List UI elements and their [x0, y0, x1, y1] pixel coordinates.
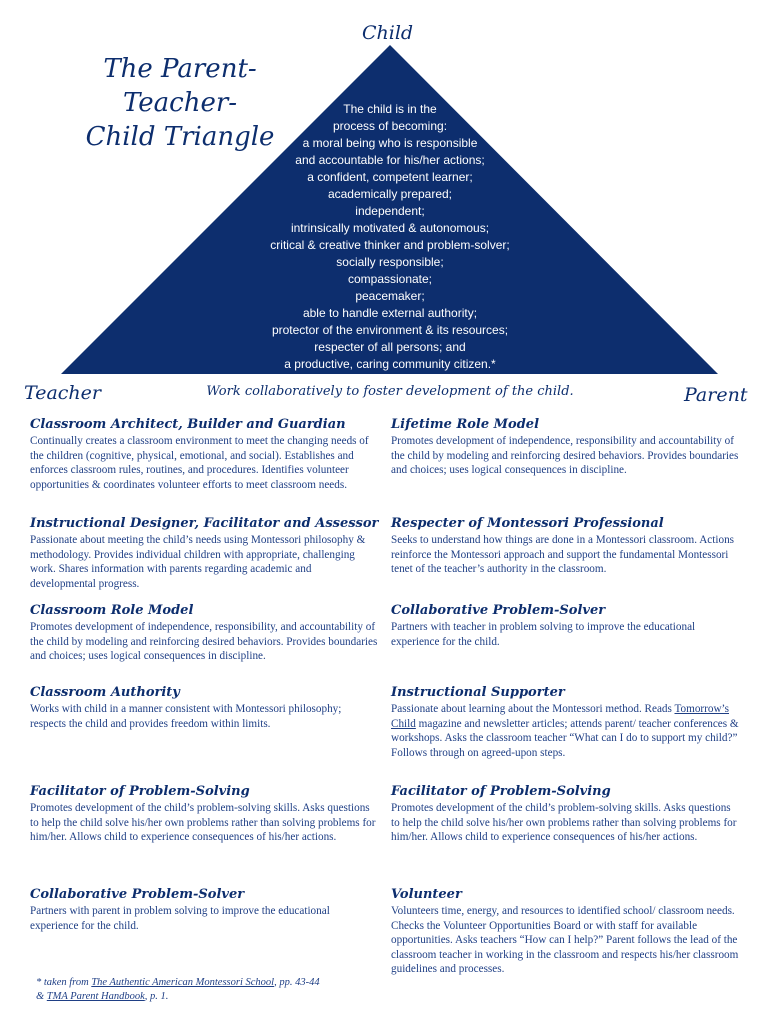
section-text: Promotes development of independence, responsibility, and accountability of the child by modeling and reinforcing desired behaviors. Provides boundaries and choices; uses logical consequences in discipline. — [30, 621, 378, 663]
triangle-line: a moral being who is responsible — [302, 136, 478, 150]
footnote-amp: & — [36, 991, 47, 1002]
section-heading: Lifetime Role Model — [391, 417, 540, 432]
parent-section-volunteer — [391, 886, 739, 977]
parent-section-role-model — [391, 416, 739, 478]
teacher-section-collaborative — [30, 886, 378, 933]
teacher-section-authority — [30, 684, 378, 731]
triangle-line: respecter of all persons; and — [314, 340, 466, 354]
section-text: Promotes development of the child’s problem-solving skills. Asks questions to help the child solve his/her own problems rather than solving problems for him/her. Allows child to experience consequences of his/her actions. — [30, 802, 376, 844]
section-heading: Respecter of Montessori Professional — [391, 516, 664, 531]
parent-section-collaborative — [391, 602, 739, 649]
triangle-line: critical & creative thinker and problem-solver; — [270, 238, 510, 252]
text-part: Passionate about learning about the Montessori method. Reads — [391, 703, 675, 715]
section-text: Seeks to understand how things are done in a Montessori classroom. Actions reinforce the Montessori approach and support the fundamental Montessori tenet of the teacher’s authority in the classroom. — [391, 534, 735, 576]
section-heading: Instructional Supporter — [391, 685, 565, 700]
section-heading: Facilitator of Problem-Solving — [30, 784, 250, 799]
label-teacher: Teacher — [24, 382, 101, 404]
section-heading: Instructional Designer, Facilitator and Assessor — [30, 516, 379, 531]
footnote-prefix: * taken from — [36, 977, 92, 988]
triangle-line: a confident, competent learner; — [307, 170, 473, 184]
triangle-line: peacemaker; — [355, 289, 425, 303]
footnote-book-2: TMA Parent Handbook — [46, 991, 145, 1002]
label-parent: Parent — [684, 384, 748, 406]
triangle-line: independent; — [355, 204, 425, 218]
footnote-pages: , pp. 43-44 — [274, 977, 320, 988]
parent-section-facilitator — [391, 783, 739, 845]
section-heading: Facilitator of Problem-Solving — [391, 784, 611, 799]
section-heading: Volunteer — [391, 887, 462, 902]
footnote — [36, 976, 366, 1004]
footnote-line-1 — [36, 976, 366, 990]
triangle-line: academically prepared; — [327, 187, 453, 201]
section-text: Partners with teacher in problem solving to improve the educational experience for the child. — [391, 621, 696, 648]
parent-section-respecter — [391, 515, 739, 577]
triangle-line: process of becoming: — [332, 119, 448, 133]
child-description — [240, 101, 540, 373]
section-heading: Classroom Architect, Builder and Guardian — [30, 417, 346, 432]
section-text: Works with child in a manner consistent with Montessori philosophy; respects the child and provides freedom within limits. — [30, 703, 342, 730]
footnote-line-2 — [36, 990, 366, 1004]
section-heading: Classroom Authority — [30, 685, 180, 700]
title-line-1: The Parent-Teacher- — [103, 54, 257, 118]
parent-section-instructional — [391, 684, 739, 760]
section-heading: Collaborative Problem-Solver — [30, 887, 245, 902]
magazine-title: Tomorrow’s Child — [391, 703, 730, 730]
section-text: Passionate about meeting the child’s needs using Montessori philosophy & methodology. Provides individual children with appropriate, challenging work. Shares information with parents regarding academic and developmental progress. — [30, 534, 366, 590]
section-heading: Collaborative Problem-Solver — [391, 603, 606, 618]
triangle-line: a productive, caring community citizen.* — [284, 357, 496, 371]
footnote-page-2: , p. 1. — [144, 991, 169, 1002]
triangle-line: and accountable for his/her actions; — [295, 153, 485, 167]
triangle-line: protector of the environment & its resources; — [271, 323, 509, 337]
section-text: Promotes development of independence, responsibility and accountability of the child by modeling and reinforcing desired behaviors. Provides boundaries and choices; uses logical consequences in discipline. — [391, 435, 739, 477]
triangle-line: The child is in the — [343, 102, 437, 116]
teacher-section-designer — [30, 515, 378, 591]
section-heading: Classroom Role Model — [30, 603, 194, 618]
teacher-section-role-model — [30, 602, 378, 664]
section-text: Promotes development of the child’s problem-solving skills. Asks questions to help the child solve his/her own problems rather than solving problems for him/her. Allows child to experience consequences of his/her actions. — [391, 802, 737, 844]
title-line-2: Child Triangle — [85, 122, 275, 152]
section-text — [391, 702, 739, 760]
triangle-line: able to handle external authority; — [302, 306, 478, 320]
collaborate-caption: Work collaboratively to foster development of the child. — [206, 384, 574, 399]
triangle-line: socially responsible; — [336, 255, 444, 269]
label-child: Child — [362, 22, 414, 44]
section-text: Volunteers time, energy, and resources to identified school/ classroom needs. Checks the Volunteer Opportunities Board or with staff for available opportunities. Asks teachers “How can I help?” Parent follows the lead of the classroom teacher in working in the classroom and respects his/her classroom guidelines and processes. — [391, 905, 739, 976]
section-text: Partners with parent in problem solving to improve the educational experience for the child. — [30, 905, 330, 932]
section-text: Continually creates a classroom environment to meet the changing needs of the children (cognitive, physical, emotional, and social). Establishes and enforces classroom rules, routines, and procedures. Identifies volunteer opportunities & coordinates volunteer efforts to meet classroom needs. — [30, 435, 369, 491]
teacher-section-facilitator — [30, 783, 378, 845]
footnote-book-1: The Authentic American Montessori School — [91, 977, 275, 988]
text-part: magazine and newsletter articles; attends parent/ teacher conferences & workshops. Asks the classroom teacher “What can I do to support my child?” Follows through on agreed-upon steps. — [391, 717, 739, 759]
triangle-line: compassionate; — [347, 272, 433, 286]
triangle-line: intrinsically motivated & autonomous; — [290, 221, 490, 235]
teacher-section-architect — [30, 416, 378, 492]
